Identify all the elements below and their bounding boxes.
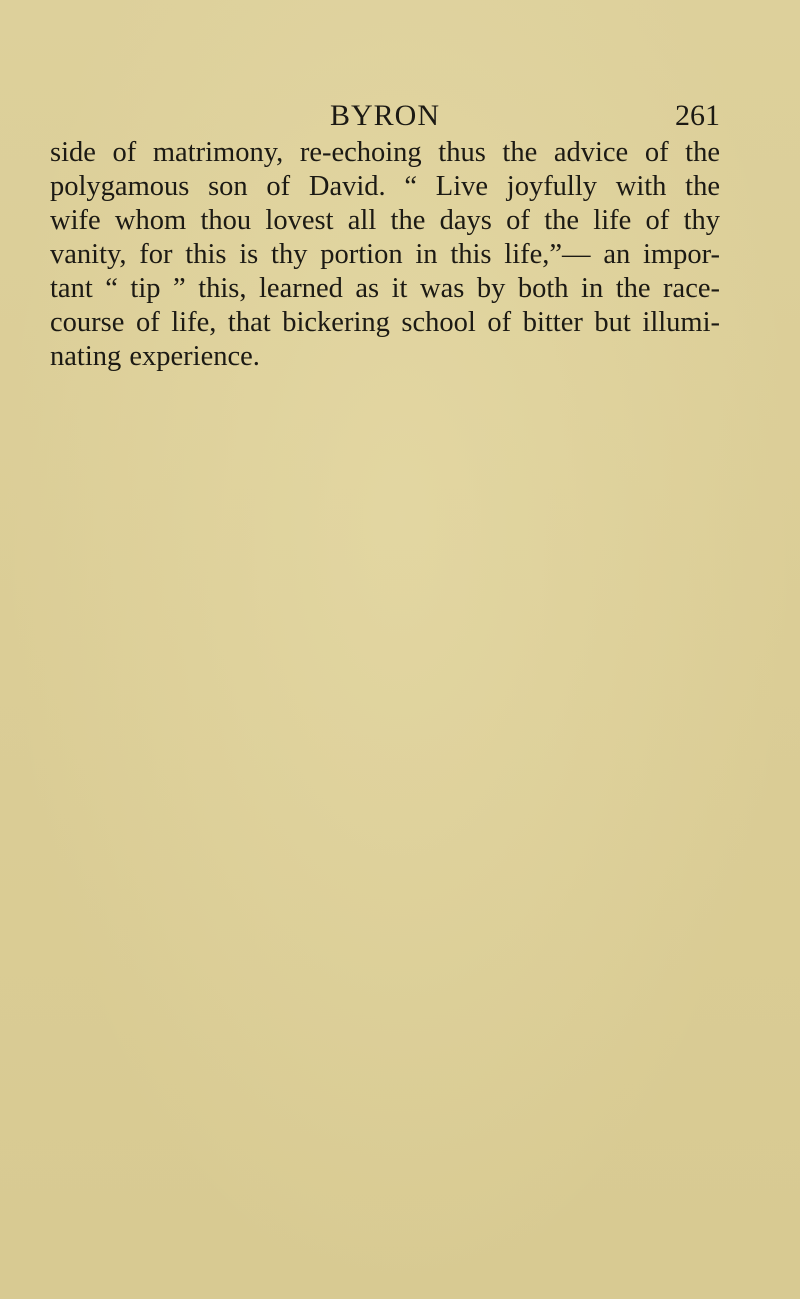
- text-line: vanity, for this is thy portion in this life,”— an impor-: [50, 239, 720, 270]
- text-line: nating experience.: [50, 341, 260, 372]
- text-line: side of matrimony, re-echoing thus the advice of the: [50, 137, 720, 168]
- text-line: polygamous son of David. “ Live joyfully with the: [50, 171, 720, 202]
- body-paragraph: [50, 136, 720, 374]
- text-line: wife whom thou lovest all the days of the life of thy: [50, 205, 720, 236]
- text-line: tant “ tip ” this, learned as it was by both in the race-: [50, 273, 720, 304]
- page-number: 261: [675, 99, 720, 132]
- page-header: [50, 96, 720, 136]
- text-line: course of life, that bickering school of bitter but illumi-: [50, 307, 720, 338]
- running-title: BYRON: [329, 99, 440, 132]
